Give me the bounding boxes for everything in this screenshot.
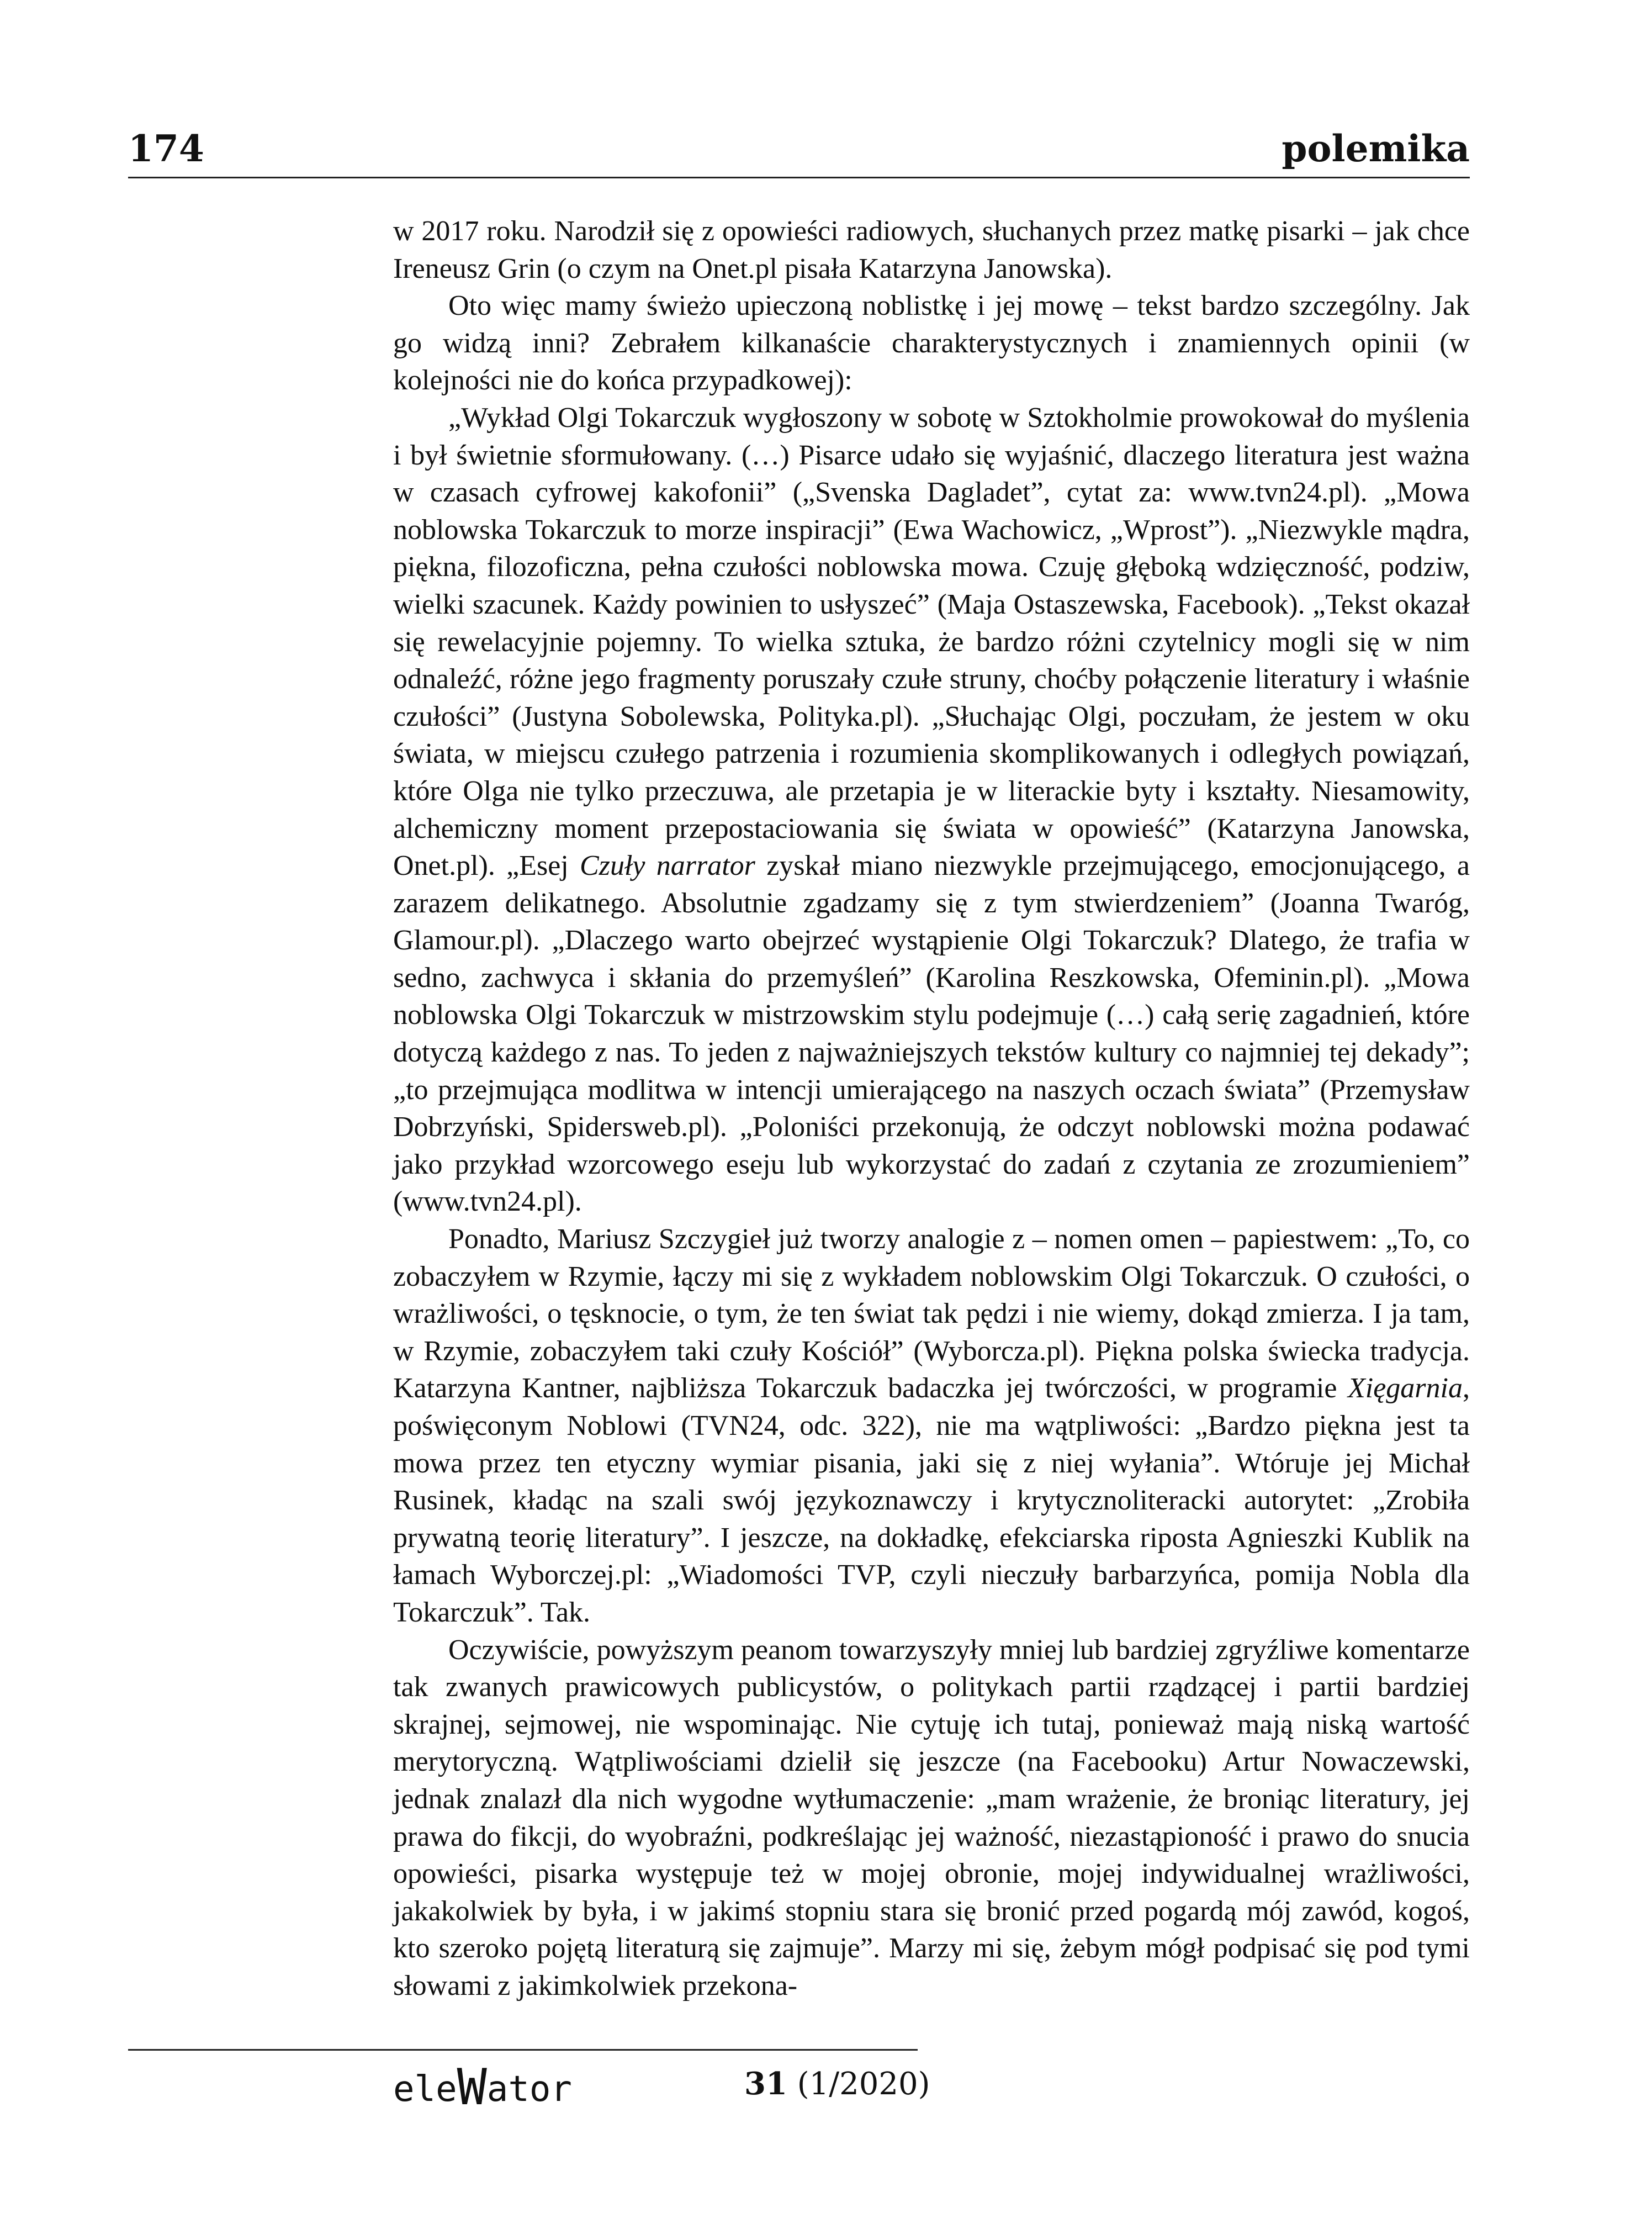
- paragraph-text: Ponadto, Mariusz Szczygieł już tworzy analogie z – nomen omen – papiestwem: „To, co zobaczyłem w Rzymie, łączy mi się z wykładem noblowskim Olgi Tokarczuk. O czułości, o wrażliwości, o tęsknocie, o tym, że ten świat tak pędzi i nie wiemy, dokąd zmierza. I ja tam, w Rzymie, zobaczyłem taki czuły Kościół” (Wyborcza.pl). Piękna polska świecka tradycja. Katarzyna Kantner, najbliższa Tokarczuk badaczka jej twórczości, w programie: [393, 1223, 1470, 1404]
- page-header: [128, 127, 1470, 178]
- paragraph-text: Oczywiście, powyższym peanom towarzyszyły mniej lub bardziej zgryźliwe komentarze tak zwanych prawicowych publicystów, o politykach partii rządzącej i partii bardziej skrajnej, sejmowej, nie wspominając. Nie cytuję ich tutaj, ponieważ mają niską wartość merytoryczną. Wątpliwościami dzielił się jeszcze (na Facebooku) Artur Nowaczewski, jednak znalazł dla nich wygodne wytłumaczenie: „mam wrażenie, że broniąc literatury, jej prawa do fikcji, do wyobraźni, podkreślając jej ważność, niezastąpioność i prawo do snucia opowieści, pisarka występuje też w mojej obronie, mojej indywidualnej wrażliwości, jakakolwiek by była, i w jakimś stopniu stara się bronić przed pogardą mój zawód, kogoś, kto szeroko pojętą literaturą się zajmuje”. Marzy mi się, żebym mógł podpisać się pod tymi słowami z jakimkolwiek przekona-: [393, 1634, 1470, 2002]
- section-title: polemika: [1282, 127, 1470, 170]
- paragraph-3: [393, 399, 1470, 1221]
- paragraph-2: [393, 287, 1470, 399]
- footer-rule: [128, 2049, 918, 2051]
- page-number: 174: [128, 127, 204, 170]
- paragraph-text: Oto więc mamy świeżo upieczoną noblistkę i jej mowę – tekst bardzo szczególny. Jak go widzą inni? Zebrałem kilkanaście charakterystycznych i znamiennych opinii (w kolejności nie do końca przypadkowej):: [393, 290, 1470, 397]
- paragraph-4: [393, 1221, 1470, 1631]
- paragraph-1: [393, 213, 1470, 287]
- paragraph-text: „Wykład Olgi Tokarczuk wygłoszony w sobotę w Sztokholmie prowokował do myślenia i był świetnie sformułowany. (…) Pisarce udało się wyjaśnić, dlaczego literatura jest ważna w czasach cyfrowej kakofonii” („Svenska Dagladet”, cytat za: www.tvn24.pl). „Mowa noblowska Tokarczuk to morze inspiracji” (Ewa Wachowicz, „Wprost”). „Niezwykle mądra, piękna, filozoficzna, pełna czułości noblowska mowa. Czuję głęboką wdzięczność, podziw, wielki szacunek. Każdy powinien to usłyszeć” (Maja Ostaszewska, Facebook). „Tekst okazał się rewelacyjnie pojemny. To wielka sztuka, że bardzo różni czytelnicy mogli się w nim odnaleźć, różne jego fragmenty poruszały czułe struny, choćby połączenie literatury i właśnie czułości” (Justyna Sobolewska, Polityka.pl). „Słuchając Olgi, poczułam, że jestem w oku świata, w miejscu czułego patrzenia i rozumienia skomplikowanych i odległych powiązań, które Olga nie tylko przeczuwa, ale przetapia je w literackie byty i kształty. Niesamowity, alchemiczny moment przepostaciowania się świata w opowieść” (Katarzyna Janowska, Onet.pl). „Esej: [393, 402, 1470, 882]
- issue-label: [744, 2068, 930, 2100]
- paragraph-text: w 2017 roku. Narodził się z opowieści radiowych, słuchanych przez matkę pisarki – jak chce Ireneusz Grin (o czym na Onet.pl pisała Katarzyna Janowska).: [393, 215, 1470, 284]
- italic-title: Xięgarnia: [1348, 1372, 1463, 1404]
- logo-text-part: ele: [393, 2069, 457, 2110]
- article-body: [393, 213, 1470, 2005]
- issue-date: (1/2020): [787, 2066, 930, 2102]
- paragraph-5: [393, 1631, 1470, 2005]
- issue-number: 31: [744, 2066, 787, 2102]
- logo-text-part: W: [457, 2058, 487, 2116]
- paragraph-text: zyskał miano niezwykle przejmującego, emocjonującego, a zarazem delikatnego. Absolutnie zgadzamy się z tym stwierdzeniem” (Joanna Twaróg, Glamour.pl). „Dlaczego warto obejrzeć wystąpienie Olgi Tokarczuk? Dlatego, że trafia w sedno, zachwyca i skłania do przemyśleń” (Karolina Reszkowska, Ofeminin.pl). „Mowa noblowska Olgi Tokarczuk w mistrzowskim stylu podejmuje (…) całą serię zagadnień, które dotyczą każdego z nas. To jeden z najważniejszych tekstów kultury co najmniej tej dekady”; „to przejmująca modlitwa w intencji umierającego na naszych oczach świata” (Przemysław Dobrzyński, Spidersweb.pl). „Poloniści przekonują, że odczyt noblowski można podawać jako przykład wzorcowego eseju lub wykorzystać do zadań z czytania ze zrozumieniem” (www.tvn24.pl).: [393, 850, 1470, 1218]
- logo-text-part: ator: [486, 2069, 572, 2110]
- italic-title: Czuły narrator: [580, 850, 755, 882]
- paragraph-text: , poświęconym Noblowi (TVN24, odc. 322), nie ma wątpliwości: „Bardzo piękna jest ta mowa przez ten etyczny wymiar pisania, jaki się z niej wyłania”. Wtóruje jej Michał Rusinek, kładąc na szali swój językoznawczy i krytycznoliteracki autorytet: „Zrobiła prywatną teorię literatury”. I jeszcze, na dokładkę, efekciarska riposta Agnieszki Kublik na łamach Wyborczej.pl: „Wiadomości TVP, czyli nieczuły barbarzyńca, pomija Nobla dla Tokarczuk”. Tak.: [393, 1372, 1470, 1628]
- magazine-logo: [393, 2058, 572, 2116]
